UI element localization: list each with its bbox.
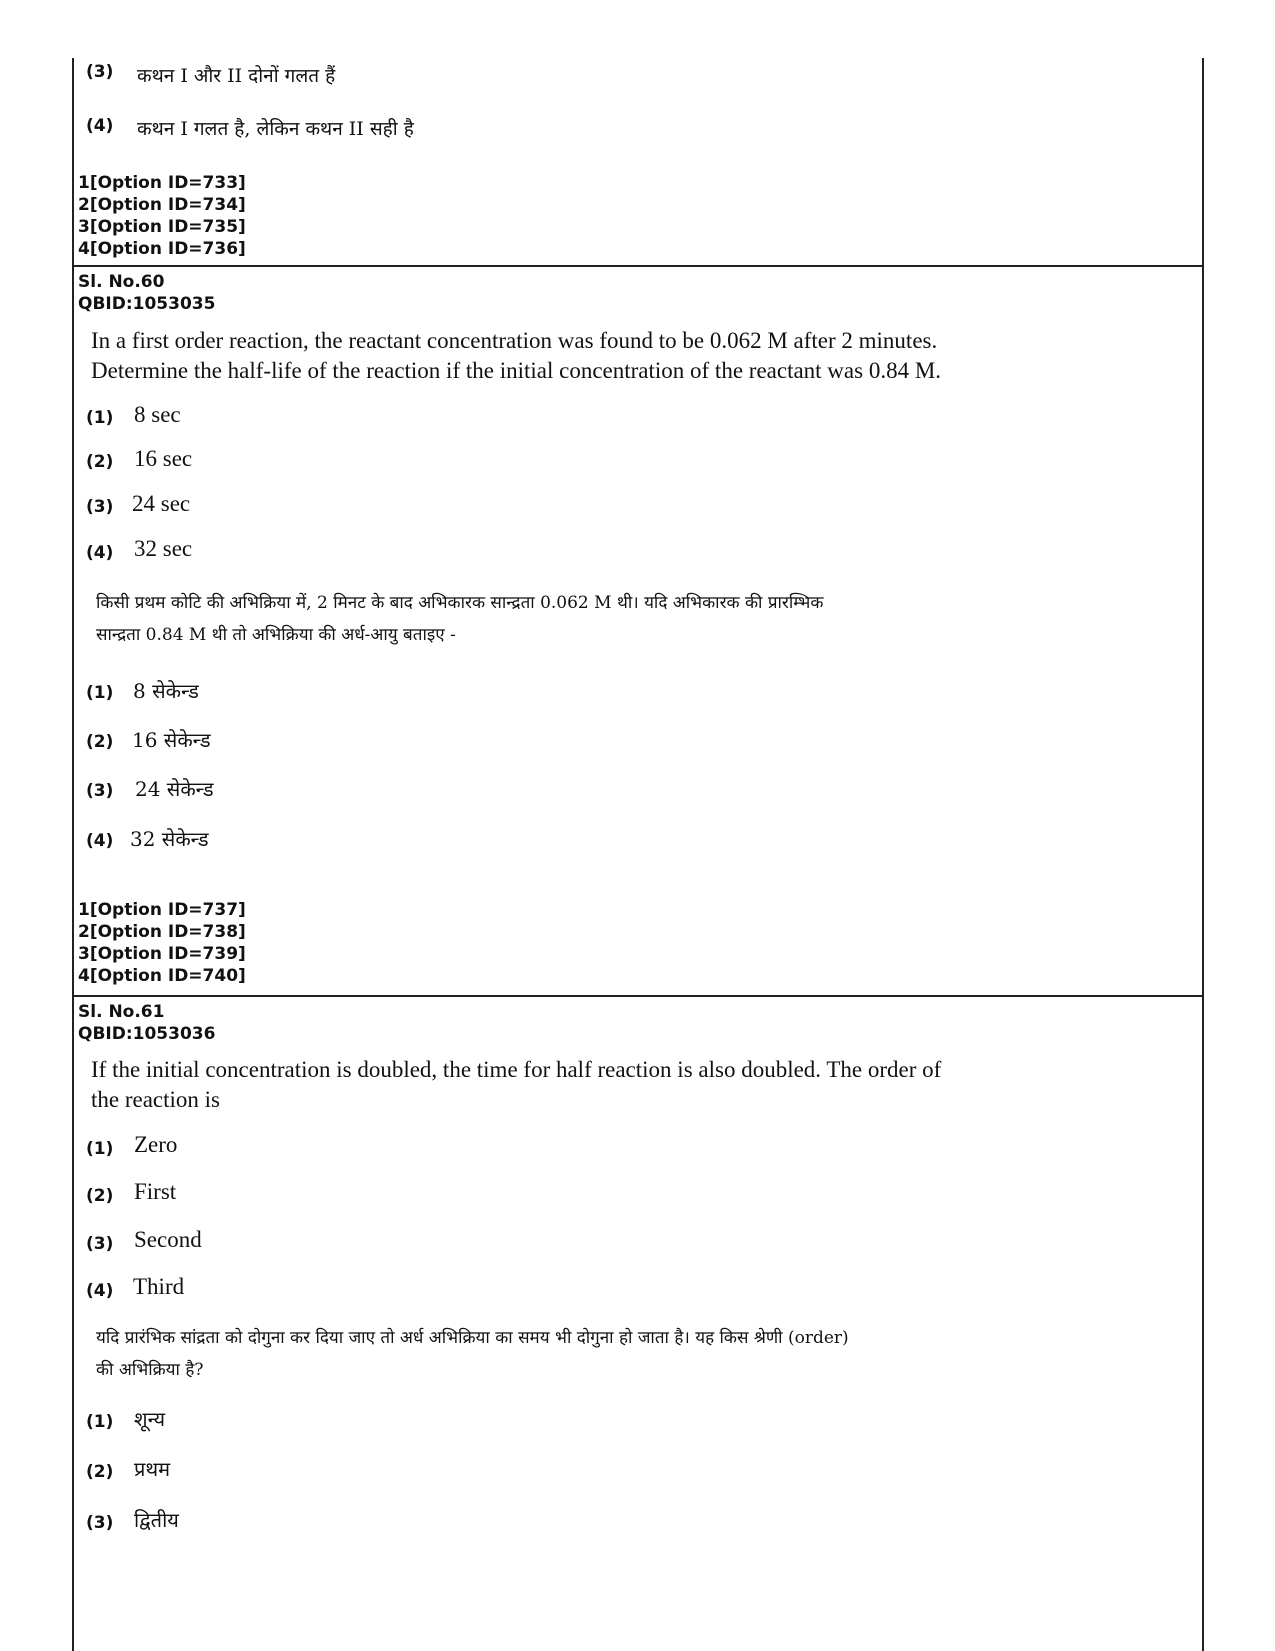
option-id: 4[Option ID=740] bbox=[78, 966, 246, 986]
option-id: 3[Option ID=735] bbox=[78, 217, 246, 237]
question-line: यदि प्रारंभिक सांद्रता को दोगुना कर दिया जाए तो अर्ध अभिक्रिया का समय भी दोगुना हो जाता है। यह किस श्रेणी (order) bbox=[96, 1328, 849, 1348]
option-text: 8 सेकेन्ड bbox=[133, 679, 199, 703]
option-text: कथन I गलत है, लेकिन कथन II सही है bbox=[137, 118, 414, 140]
section-divider bbox=[72, 995, 1204, 997]
option-number: (2) bbox=[86, 732, 114, 752]
option-text: First bbox=[134, 1179, 177, 1204]
option-text: 16 sec bbox=[134, 446, 193, 471]
option-id-list bbox=[78, 172, 246, 260]
qbid: QBID:1053035 bbox=[78, 294, 216, 314]
option-text: 8 sec bbox=[134, 402, 181, 427]
option-text: शून्य bbox=[134, 1407, 166, 1431]
option-id: 2[Option ID=734] bbox=[78, 195, 246, 215]
option-number: (4) bbox=[86, 116, 114, 136]
option-number: (3) bbox=[86, 1234, 114, 1254]
question-line: the reaction is bbox=[91, 1087, 221, 1112]
option-number: (4) bbox=[86, 831, 114, 851]
question-line: किसी प्रथम कोटि की अभिक्रिया में, 2 मिनट के बाद अभिकारक सान्द्रता 0.062 M थी। यदि अभिकारक की प्रारम्भिक bbox=[96, 593, 824, 613]
option-number: (3) bbox=[86, 497, 114, 517]
option-number: (1) bbox=[86, 1412, 114, 1432]
question-line: If the initial concentration is doubled, the time for half reaction is also doubled. The order of bbox=[91, 1057, 942, 1082]
question-line: सान्द्रता 0.84 M थी तो अभिक्रिया की अर्ध-आयु बताइए - bbox=[96, 625, 456, 645]
option-number: (1) bbox=[86, 408, 114, 428]
option-id: 2[Option ID=738] bbox=[78, 922, 246, 942]
option-text: Third bbox=[133, 1274, 185, 1299]
option-number: (1) bbox=[86, 1139, 114, 1159]
option-text: 24 sec bbox=[132, 491, 191, 516]
option-number: (3) bbox=[86, 62, 114, 82]
question-line: In a first order reaction, the reactant concentration was found to be 0.062 M after 2 minutes. bbox=[91, 328, 938, 353]
option-text: Second bbox=[134, 1227, 202, 1252]
option-text: 24 सेकेन्ड bbox=[135, 777, 214, 801]
option-text: द्वितीय bbox=[134, 1508, 179, 1532]
option-number: (4) bbox=[86, 543, 114, 563]
option-text: कथन I और II दोनों गलत हैं bbox=[137, 65, 336, 87]
section-divider bbox=[72, 265, 1204, 267]
question-line: की अभिक्रिया है? bbox=[96, 1360, 204, 1380]
option-number: (2) bbox=[86, 452, 114, 472]
option-id: 4[Option ID=736] bbox=[78, 239, 246, 259]
question-line: Determine the half-life of the reaction if the initial concentration of the reactant was 0.84 M. bbox=[91, 358, 942, 383]
option-text: प्रथम bbox=[134, 1457, 171, 1481]
question-text-hindi bbox=[96, 587, 1096, 651]
option-number: (2) bbox=[86, 1462, 114, 1482]
option-text: 32 सेकेन्ड bbox=[130, 827, 209, 851]
option-text: 16 सेकेन्ड bbox=[132, 728, 211, 752]
option-number: (3) bbox=[86, 781, 114, 801]
question-text-english bbox=[91, 1055, 1161, 1115]
option-text: 32 sec bbox=[134, 536, 193, 561]
serial-number: Sl. No.61 bbox=[78, 1002, 165, 1022]
question-text-hindi bbox=[96, 1322, 1096, 1386]
question-header bbox=[78, 271, 215, 315]
question-text-english bbox=[91, 326, 1161, 386]
option-number: (1) bbox=[86, 683, 114, 703]
option-number: (3) bbox=[86, 1513, 114, 1533]
option-text: Zero bbox=[134, 1132, 178, 1157]
option-number: (4) bbox=[86, 1281, 114, 1301]
question-header bbox=[78, 1001, 215, 1045]
option-id: 1[Option ID=733] bbox=[78, 173, 246, 193]
qbid: QBID:1053036 bbox=[78, 1024, 216, 1044]
page-frame bbox=[72, 58, 1204, 1651]
serial-number: Sl. No.60 bbox=[78, 272, 165, 292]
option-id: 3[Option ID=739] bbox=[78, 944, 246, 964]
option-id-list bbox=[78, 899, 246, 987]
option-id: 1[Option ID=737] bbox=[78, 900, 246, 920]
option-number: (2) bbox=[86, 1186, 114, 1206]
